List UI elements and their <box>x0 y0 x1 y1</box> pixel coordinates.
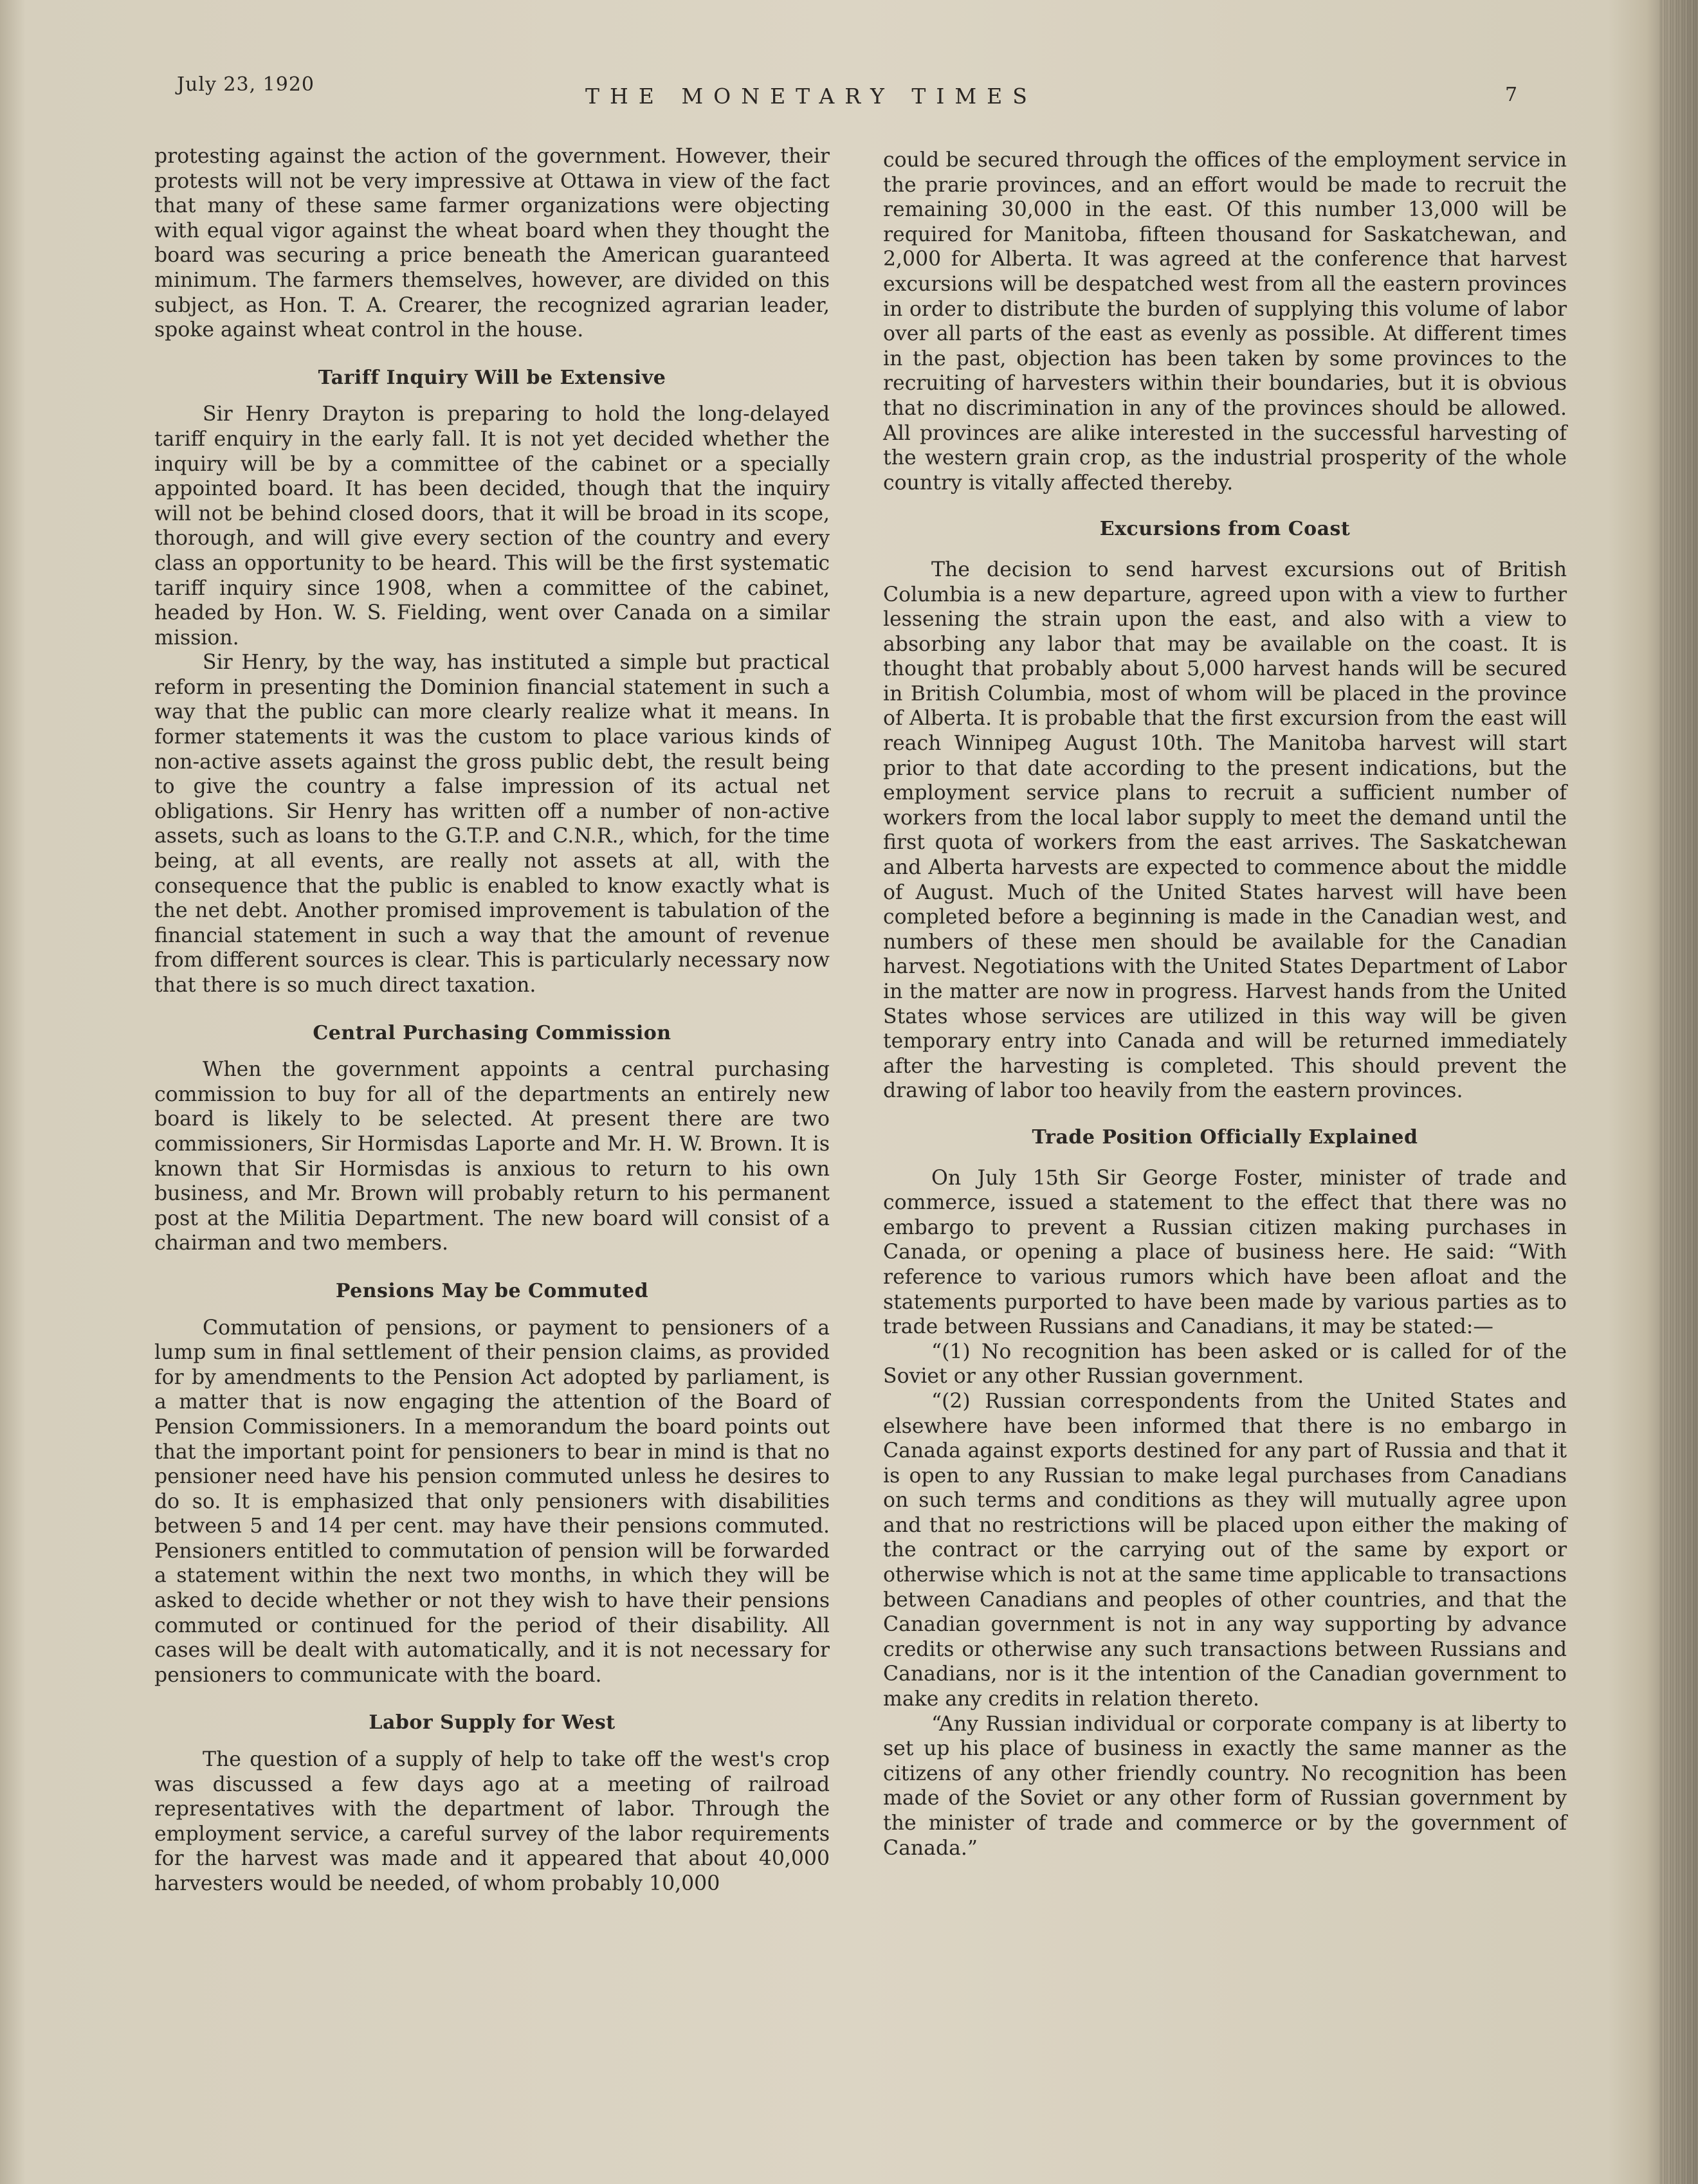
intro-paragraph: protesting against the action of the government. However, their protests will not be very impressive at Ottawa in view of the fact that many of these same farmer organizations were objecting with equal vigor against the wheat board when they thought the board was securing a price beneath the American guaranteed minimum. The farmers themselves, however, are divided on this subject, as Hon. T. A. Crearer, the recognized agrarian leader, spoke against wheat control in the house. <box>154 145 830 342</box>
right-column <box>883 148 1567 1861</box>
trade-paragraph-1: On July 15th Sir George Foster, minister of trade and commerce, issued a statement to the effect that there was no embargo to prevent a Russian citizen making purchases in Canada, or opening a place of business here. He said: “With reference to various rumors which have been afloat and the statements purported to have been made by various parties as to trade between Russians and Canadians, it may be stated:— <box>883 1166 1567 1339</box>
purchasing-heading: Central Purchasing Commission <box>313 1021 671 1044</box>
pensions-paragraph: Commutation of pensions, or payment to pensioners of a lump sum in final settlement of their pension claims, as provided for by amendments to the Pension Act adopted by parliament, is a matter that is now engaging the attention of the Board of Pension Commissioners. In a memorandum the board points out that the important point for pensioners to bear in mind is that no pensioner need have his pension commuted unless he desires to do so. It is emphasized that only pensioners with disabilities between 5 and 14 per cent. may have their pensions commuted. Pensioners entitled to commutation of pension will be forwarded a statement within the next two months, in which they will be asked to decide whether or not they wish to have their pensions commuted or continued for the period of their disability. All cases will be dealt with automatically, and it is not necessary for pensioners to communicate with the board. <box>154 1316 830 1687</box>
publication-title: THE MONETARY TIMES <box>585 84 1037 109</box>
excursions-paragraph: The decision to send harvest excursions out of British Columbia is a new departure, agreed upon with a view to further lessening the strain upon the east, and also with a view to absorbing any labor that may be available on the coast. It is thought that probably about 5,000 harvest hands will be secured in British Columbia, most of whom will be placed in the province of Alberta. It is probable that the first excursion from the east will reach Winnipeg August 10th. The Manitoba harvest will start prior to that date according to the present indications, but the employment service plans to recruit a sufficient number of workers from the local labor supply to meet the demand until the first quota of workers from the east arrives. The Saskatchewan and Alberta harvests are expected to commence about the middle of August. Much of the United States harvest will have been completed before a beginning is made in the Canadian west, and numbers of these men should be available for the Canadian harvest. Negotiations with the United States Department of Labor in the matter are now in progress. Harvest hands from the United States whose services are utilized in this way will be given temporary entry into Canada and will be returned immediately after the harvesting is completed. This should prevent the drawing of labor too heavily from the eastern provinces. <box>883 558 1567 1103</box>
trade-paragraph-3: “(2) Russian correspondents from the United States and elsewhere have been informed that there is no embargo in Canada against exports destined for any part of Russia and that it is open to any Russian to make legal purchases from Canadians on such terms and conditions as they will mutually agree upon and that no restrictions will be placed upon either the making of the contract or the carrying out of the same by export or otherwise which is not at the same time applicable to transactions between Canadians and peoples of other countries, and that the Canadian government is not in any way supporting by advance credits or otherwise any such transactions between Russians and Canadians, nor is it the intention of the Canadian government to make any credits in relation thereto. <box>883 1389 1567 1711</box>
trade-paragraph-2: “(1) No recognition has been asked or is called for of the Soviet or any other Russian government. <box>883 1340 1567 1388</box>
trade-heading: Trade Position Officially Explained <box>1032 1125 1418 1149</box>
running-head <box>161 71 1576 116</box>
tariff-paragraph-2: Sir Henry, by the way, has instituted a simple but practical reform in presenting the Dominion financial statement in such a way that the public can more clearly realize what it means. In former statements it was the custom to place various kinds of non-active assets against the gross public debt, the result being to give the country a false impression of its actual net obligations. Sir Henry has written off a number of non-active assets, such as loans to the G.T.P. and C.N.R., which, for the time being, at all events, are really not assets at all, with the consequence that the public is enabled to know exactly what is the net debt. Another promised improvement is tabulation of the financial statement in such a way that the amount of revenue from different sources is clear. This is particularly necessary now that there is so much direct taxation. <box>154 651 830 997</box>
tariff-heading: Tariff Inquiry Will be Extensive <box>318 366 666 389</box>
purchasing-paragraph: When the government appoints a central purchasing commission to buy for all of the departments an entirely new board is likely to be selected. At present there are two commissioners, Sir Hormisdas Laporte and Mr. H. W. Brown. It is known that Sir Hormisdas is anxious to return to his own business, and Mr. Brown will probably return to his permanent post at the Militia Department. The new board will consist of a chairman and two members. <box>154 1058 830 1255</box>
issue-date: July 23, 1920 <box>177 73 315 96</box>
page-edge-shadow <box>1659 0 1698 2184</box>
left-column <box>154 144 830 1897</box>
tariff-paragraph-1: Sir Henry Drayton is preparing to hold the long-delayed tariff enquiry in the early fall. It is not yet decided whether the inquiry will be by a committee of the cabinet or a specially appointed board. It has been decided, though that the inquiry will not be behind closed doors, that it will be broad in its scope, thorough, and will give every section of the country and every class an opportunity to be heard. This will be the first systematic tariff inquiry since 1908, when a committee of the cabinet, headed by Hon. W. S. Fielding, went over Canada on a similar mission. <box>154 403 830 650</box>
trade-paragraph-4: “Any Russian individual or corporate company is at liberty to set up his place of business in exactly the same manner as the citizens of any other friendly country. No recognition has been made of the Soviet or any other form of Russian government by the minister of trade and commerce or by the government of Canada.” <box>883 1712 1567 1860</box>
page-number: 7 <box>1505 84 1518 106</box>
labor-continued-paragraph: could be secured through the offices of the employment service in the prarie provinces, and an effort would be made to recruit the remaining 30,000 in the east. Of this number 13,000 will be required for Manitoba, fifteen thousand for Saskatchewan, and 2,000 for Alberta. It was agreed at the conference that harvest excursions will be despatched west from all the eastern provinces in order to distribute the burden of supplying this volume of labor over all parts of the east as evenly as possible. At different times in the past, objection has been taken by some provinces to the recruiting of harvesters within their boundaries, but it is obvious that no discrimination in any of the provinces should be allowed. All provinces are alike interested in the successful harvesting of the western grain crop, as the industrial prosperity of the whole country is vitally affected thereby. <box>883 149 1567 495</box>
labor-paragraph: The question of a supply of help to take off the west's crop was discussed a few days ago at a meeting of railroad representatives with the department of labor. Through the employment service, a careful survey of the labor requirements for the harvest was made and it appeared that about 40,000 harvesters would be needed, of whom probably 10,000 <box>154 1748 830 1895</box>
labor-heading: Labor Supply for West <box>369 1711 616 1734</box>
excursions-heading: Excursions from Coast <box>1099 518 1351 541</box>
pensions-heading: Pensions May be Commuted <box>335 1279 649 1302</box>
